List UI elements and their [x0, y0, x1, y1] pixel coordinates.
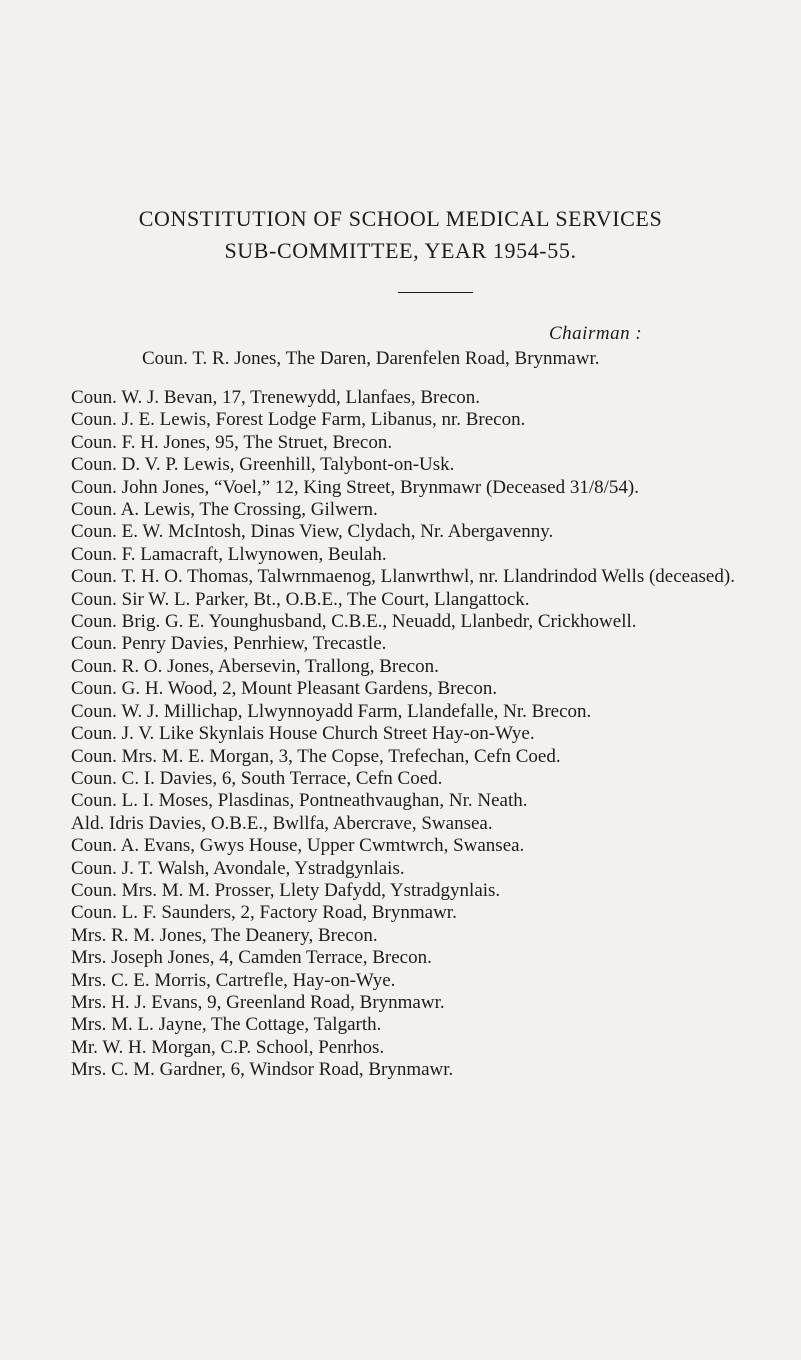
member-entry: Coun. E. W. McIntosh, Dinas View, Clydach, Nr. Abergavenny.: [71, 521, 554, 543]
title-line-2: SUB-COMMITTEE, YEAR 1954-55.: [224, 238, 577, 263]
chairman-entry: Coun. T. R. Jones, The Daren, Darenfelen Road, Brynmawr.: [142, 348, 600, 369]
member-entry: Coun. L. F. Saunders, 2, Factory Road, Brynmawr.: [71, 902, 457, 924]
member-entry: Mrs. R. M. Jones, The Deanery, Brecon.: [71, 924, 378, 946]
member-entry: Coun. G. H. Wood, 2, Mount Pleasant Gardens, Brecon.: [71, 678, 498, 700]
member-entry: Coun. D. V. P. Lewis, Greenhill, Talybont-on-Usk.: [71, 454, 455, 476]
member-entry: Coun. A. Lewis, The Crossing, Gilwern.: [71, 499, 378, 521]
member-entry: Ald. Idris Davies, O.B.E., Bwllfa, Abercrave, Swansea.: [71, 812, 493, 834]
member-entry: Coun. W. J. Millichap, Llwynnoyadd Farm, Llandefalle, Nr. Brecon.: [71, 700, 592, 722]
member-entry: Coun. A. Evans, Gwys House, Upper Cwmtwrch, Swansea.: [71, 835, 525, 857]
chairman-label: Chairman :: [549, 323, 643, 344]
member-entry: Coun. F. H. Jones, 95, The Struet, Brecon.: [71, 431, 393, 453]
member-entry: Coun. W. J. Bevan, 17, Trenewydd, Llanfaes, Brecon.: [71, 387, 480, 408]
member-entry: Mrs. C. M. Gardner, 6, Windsor Road, Brynmawr.: [71, 1059, 454, 1081]
member-entry: Mrs. C. E. Morris, Cartrefle, Hay-on-Wye.: [71, 969, 396, 991]
member-entry: Coun. Mrs. M. M. Prosser, Llety Dafydd, Ystradgynlais.: [71, 879, 501, 901]
member-list: [71, 387, 796, 1082]
member-entry: Coun. J. T. Walsh, Avondale, Ystradgynlais.: [71, 857, 405, 879]
member-entry: Coun. Brig. G. E. Younghusband, C.B.E., Neuadd, Llanbedr, Crickhowell.: [71, 611, 637, 633]
member-entry: Coun. John Jones, “Voel,” 12, King Street, Brynmawr (Deceased 31/8/54).: [71, 476, 639, 498]
member-entry: Mrs. H. J. Evans, 9, Greenland Road, Brynmawr.: [71, 991, 445, 1013]
member-entry: Coun. C. I. Davies, 6, South Terrace, Cefn Coed.: [71, 767, 443, 789]
title-line-1: CONSTITUTION OF SCHOOL MEDICAL SERVICES: [138, 206, 663, 231]
member-entry: Coun. F. Lamacraft, Llwynowen, Beulah.: [71, 543, 387, 565]
member-entry: Coun. L. I. Moses, Plasdinas, Pontneathvaughan, Nr. Neath.: [71, 790, 528, 812]
member-entry: Coun. Penry Davies, Penrhiew, Trecastle.: [71, 633, 387, 655]
member-entry: Coun. R. O. Jones, Abersevin, Trallong, Brecon.: [71, 655, 439, 677]
title-divider: [398, 292, 473, 293]
member-entry: Coun. T. H. O. Thomas, Talwrnmaenog, Llanwrthwl, nr. Llandrindod Wells (deceased).: [71, 566, 735, 588]
member-entry: Coun. Mrs. M. E. Morgan, 3, The Copse, Trefechan, Cefn Coed.: [71, 745, 561, 767]
member-entry: Coun. Sir W. L. Parker, Bt., O.B.E., The Court, Llangattock.: [71, 588, 530, 610]
member-entry: Mr. W. H. Morgan, C.P. School, Penrhos.: [71, 1036, 385, 1058]
member-entry: Coun. J. E. Lewis, Forest Lodge Farm, Libanus, nr. Brecon.: [71, 409, 526, 431]
member-entry: Mrs. M. L. Jayne, The Cottage, Talgarth.: [71, 1014, 382, 1036]
member-entry: Mrs. Joseph Jones, 4, Camden Terrace, Brecon.: [71, 947, 432, 969]
page-title: [0, 203, 801, 267]
member-entry: Coun. J. V. Like Skynlais House Church Street Hay-on-Wye.: [71, 723, 535, 745]
